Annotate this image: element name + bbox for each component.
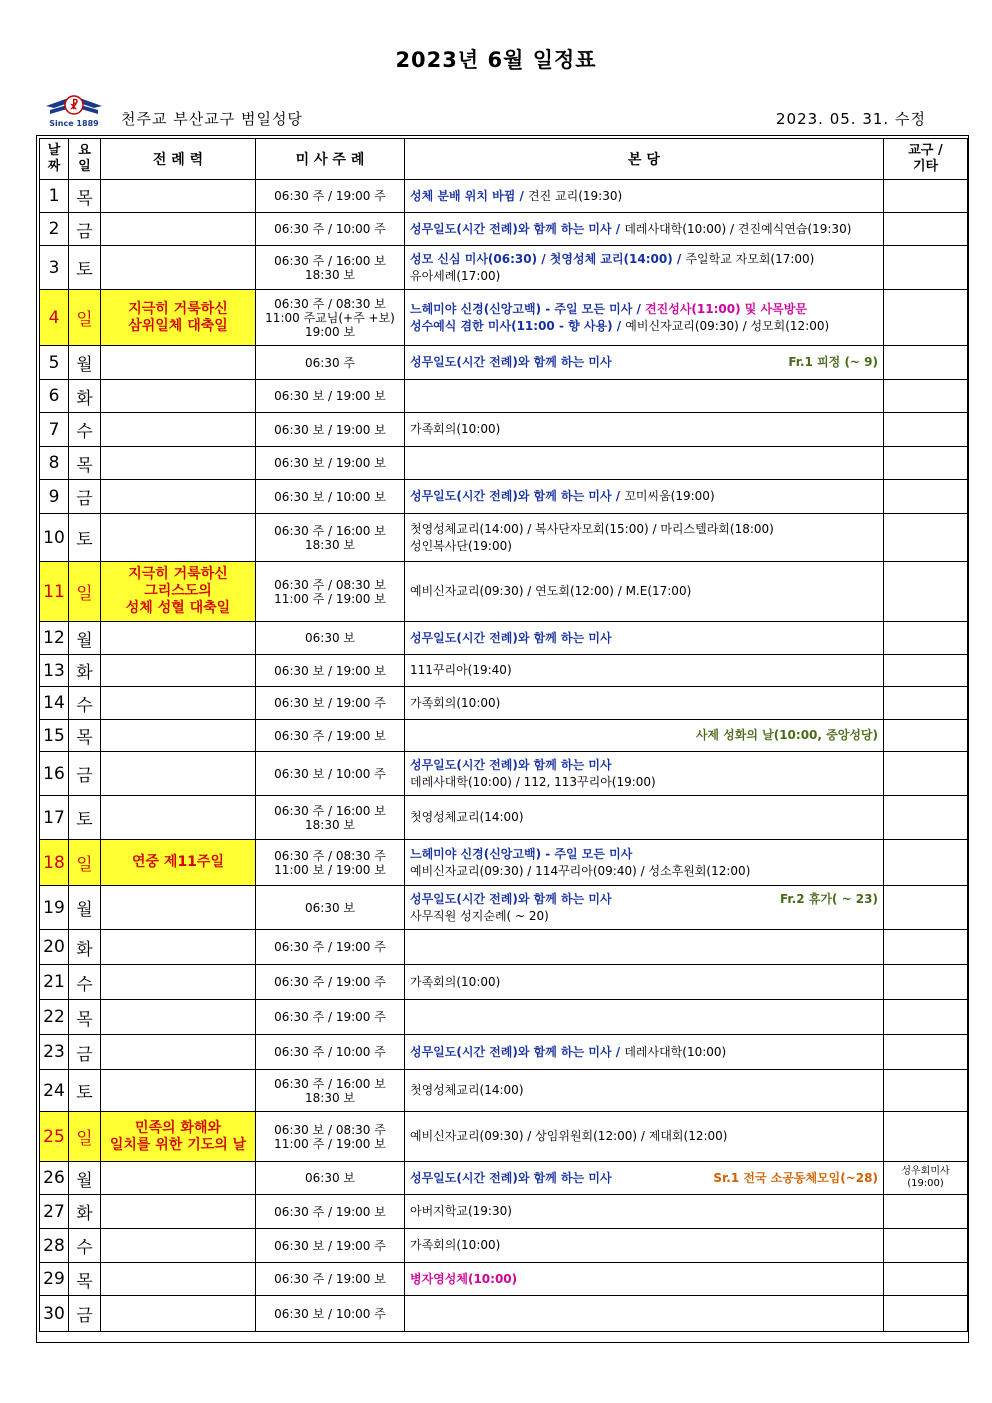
etc-cell: [884, 687, 968, 720]
main-event-cell: [405, 720, 884, 752]
day-cell: 17: [40, 796, 69, 840]
day-cell: 18: [40, 840, 69, 886]
weekday-cell: 목: [69, 180, 101, 213]
table-row: [40, 1195, 968, 1229]
mass-cell: 06:30 보 / 19:00 보: [256, 447, 405, 480]
weekday-cell: 일: [69, 562, 101, 622]
main-event-cell: [405, 1035, 884, 1070]
day-cell: 23: [40, 1035, 69, 1070]
table-row: [40, 213, 968, 246]
event-text: 가족회의(10:00): [410, 1238, 501, 1252]
event-text: 아버지학교(19:30): [410, 1204, 512, 1218]
header-main: 본 당: [405, 139, 884, 180]
event-text: 성체 분배 위치 바뀜 /: [410, 188, 529, 203]
etc-cell: [884, 447, 968, 480]
table-row: [40, 180, 968, 213]
liturgy-cell: [101, 1070, 256, 1112]
schedule-rows: [40, 180, 968, 1332]
day-cell: 27: [40, 1195, 69, 1229]
liturgy-cell: [101, 480, 256, 514]
weekday-cell: 금: [69, 1035, 101, 1070]
mass-cell: 06:30 주 / 19:00 보: [256, 1195, 405, 1229]
event-text: 사무직원 성지순례( ~ 20): [410, 908, 549, 923]
liturgy-cell: [101, 687, 256, 720]
liturgy-cell: [101, 930, 256, 965]
table-row: [40, 622, 968, 655]
main-event-cell: [405, 213, 884, 246]
etc-cell: [884, 752, 968, 796]
table-row: [40, 447, 968, 480]
diocese-emblem-icon: [44, 92, 104, 122]
schedule-table: [39, 138, 968, 1332]
event-text: 예비신자교리(09:30) / 연도회(12:00) / M.E(17:00): [410, 584, 692, 598]
etc-cell: [884, 655, 968, 687]
table-row: [40, 346, 968, 380]
day-cell: 6: [40, 380, 69, 413]
mass-cell: 06:30 주 / 08:30 보 11:00 주 / 19:00 보: [256, 562, 405, 622]
main-event-cell: [405, 346, 884, 380]
mass-cell: 06:30 주 / 16:00 보 18:30 보: [256, 514, 405, 562]
table-row: [40, 1035, 968, 1070]
weekday-cell: 일: [69, 840, 101, 886]
table-row: [40, 1070, 968, 1112]
etc-cell: [884, 1070, 968, 1112]
mass-cell: 06:30 주 / 08:30 주 11:00 보 / 19:00 보: [256, 840, 405, 886]
event-text: 성수예식 겸한 미사(11:00 - 향 사용) /: [410, 318, 626, 333]
logo-since-text: Since 1889: [49, 119, 99, 128]
mass-cell: 06:30 보 / 10:00 주: [256, 1296, 405, 1332]
day-cell: 16: [40, 752, 69, 796]
parish-name: 천주교 부산교구 범일성당: [121, 110, 303, 128]
weekday-cell: 토: [69, 1070, 101, 1112]
event-text: 견진 교리(19:30): [528, 188, 623, 203]
main-event-cell: [405, 1229, 884, 1263]
event-text: Fr.2 휴가( ~ 23): [780, 891, 878, 906]
header-day: 날 짜: [40, 139, 69, 180]
table-row: [40, 480, 968, 514]
table-row: [40, 1263, 968, 1296]
weekday-cell: 토: [69, 796, 101, 840]
liturgy-cell: 지극히 거룩하신 삼위일체 대축일: [101, 290, 256, 346]
event-text: Sr.1 전국 소공동체모임(~28): [713, 1170, 878, 1185]
liturgy-cell: [101, 1035, 256, 1070]
day-cell: 4: [40, 290, 69, 346]
liturgy-cell: [101, 447, 256, 480]
liturgy-cell: [101, 1000, 256, 1035]
liturgy-cell: 연중 제11주일: [101, 840, 256, 886]
liturgy-cell: 민족의 화해와 일치를 위한 기도의 날: [101, 1112, 256, 1162]
etc-cell: [884, 246, 968, 290]
table-row: [40, 796, 968, 840]
event-text: 성모 신심 미사(06:30) / 첫영성체 교리(14:00) /: [410, 251, 686, 266]
main-event-cell: [405, 840, 884, 886]
etc-cell: [884, 1112, 968, 1162]
day-cell: 22: [40, 1000, 69, 1035]
main-event-cell: [405, 380, 884, 413]
event-text: 느헤미야 신경(신앙고백) - 주일 모든 미사: [410, 846, 633, 861]
etc-cell: [884, 796, 968, 840]
event-text: 유아세례(17:00): [410, 268, 501, 283]
event-text: 성무일도(시간 전례)와 함께 하는 미사 /: [410, 489, 625, 503]
etc-cell: [884, 213, 968, 246]
day-cell: 24: [40, 1070, 69, 1112]
mass-cell: 06:30 보 / 19:00 주: [256, 1229, 405, 1263]
weekday-cell: 화: [69, 380, 101, 413]
mass-cell: 06:30 주: [256, 346, 405, 380]
mass-cell: 06:30 주 / 19:00 주: [256, 965, 405, 1000]
weekday-cell: 목: [69, 447, 101, 480]
etc-cell: [884, 562, 968, 622]
event-text: 주일학교 자모회(17:00): [685, 251, 815, 266]
main-event-cell: [405, 687, 884, 720]
day-cell: 5: [40, 346, 69, 380]
liturgy-cell: [101, 622, 256, 655]
main-event-cell: [405, 180, 884, 213]
liturgy-cell: [101, 1229, 256, 1263]
etc-cell: 성우회미사 (19:00): [884, 1162, 968, 1195]
weekday-cell: 화: [69, 655, 101, 687]
day-cell: 7: [40, 413, 69, 447]
mass-cell: 06:30 보 / 19:00 보: [256, 413, 405, 447]
etc-cell: [884, 180, 968, 213]
weekday-cell: 토: [69, 514, 101, 562]
liturgy-cell: 지극히 거룩하신 그리스도의 성체 성혈 대축일: [101, 562, 256, 622]
weekday-cell: 화: [69, 1195, 101, 1229]
day-cell: 3: [40, 246, 69, 290]
weekday-cell: 수: [69, 1229, 101, 1263]
etc-cell: [884, 622, 968, 655]
event-text: 성인복사단(19:00): [410, 538, 512, 553]
main-event-cell: [405, 655, 884, 687]
mass-cell: 06:30 보 / 10:00 보: [256, 480, 405, 514]
etc-cell: [884, 1263, 968, 1296]
header-row: [40, 139, 968, 180]
liturgy-cell: [101, 752, 256, 796]
event-text: 첫영성체교리(14:00) / 복사단자모회(15:00) / 마리스텔라회(18:00): [410, 521, 774, 536]
etc-cell: [884, 720, 968, 752]
table-row: [40, 246, 968, 290]
table-row: [40, 1296, 968, 1332]
main-event-cell: [405, 1000, 884, 1035]
etc-cell: [884, 480, 968, 514]
table-row: [40, 1000, 968, 1035]
etc-cell: [884, 514, 968, 562]
day-cell: 2: [40, 213, 69, 246]
weekday-cell: 수: [69, 413, 101, 447]
main-event-cell: [405, 480, 884, 514]
event-text: 예비신자교리(09:30) / 성모회(12:00): [625, 318, 830, 333]
parish-logo: [44, 92, 104, 130]
table-row: [40, 965, 968, 1000]
mass-cell: 06:30 보 / 08:30 주 11:00 주 / 19:00 보: [256, 1112, 405, 1162]
event-text: 111꾸리아(19:40): [410, 663, 512, 677]
weekday-cell: 일: [69, 290, 101, 346]
liturgy-cell: [101, 965, 256, 1000]
main-event-cell: [405, 290, 884, 346]
event-text: 꼬미씨움(19:00): [624, 489, 715, 503]
mass-cell: 06:30 주 / 19:00 보: [256, 720, 405, 752]
day-cell: 14: [40, 687, 69, 720]
event-text: 병자영성체(10:00): [410, 1271, 518, 1286]
day-cell: 13: [40, 655, 69, 687]
main-event-cell: [405, 930, 884, 965]
event-text: 느헤미야 신경(신앙고백) - 주일 모든 미사 /: [410, 301, 646, 316]
etc-cell: [884, 886, 968, 930]
liturgy-cell: [101, 1195, 256, 1229]
svg-text:☧: ☧: [69, 99, 79, 112]
weekday-cell: 월: [69, 1162, 101, 1195]
mass-cell: 06:30 주 / 10:00 주: [256, 213, 405, 246]
liturgy-cell: [101, 213, 256, 246]
event-text: 첫영성체교리(14:00): [410, 810, 524, 824]
table-row: [40, 1229, 968, 1263]
table-row: [40, 720, 968, 752]
main-event-cell: [405, 1195, 884, 1229]
table-row: [40, 687, 968, 720]
mass-cell: 06:30 주 / 16:00 보 18:30 보: [256, 796, 405, 840]
header-liturgy: 전 례 력: [101, 139, 256, 180]
event-text: 가족회의(10:00): [410, 974, 501, 989]
table-row: [40, 1112, 968, 1162]
liturgy-cell: [101, 1263, 256, 1296]
mass-cell: 06:30 보 / 19:00 주: [256, 687, 405, 720]
liturgy-cell: [101, 720, 256, 752]
header-etc: 교구 / 기타: [884, 139, 968, 180]
etc-cell: [884, 1229, 968, 1263]
mass-cell: 06:30 보: [256, 886, 405, 930]
liturgy-cell: [101, 1296, 256, 1332]
main-event-cell: [405, 886, 884, 930]
mass-cell: 06:30 주 / 16:00 보 18:30 보: [256, 1070, 405, 1112]
page-title: 2023년 6월 일정표: [395, 48, 597, 72]
day-cell: 20: [40, 930, 69, 965]
day-cell: 9: [40, 480, 69, 514]
table-row: [40, 1162, 968, 1195]
event-text: 예비신자교리(09:30) / 114꾸리아(09:40) / 성소후원회(12:00): [410, 863, 751, 878]
main-event-cell: [405, 447, 884, 480]
day-cell: 29: [40, 1263, 69, 1296]
etc-cell: [884, 965, 968, 1000]
revision-date: 2023. 05. 31. 수정: [776, 110, 926, 128]
table-row: [40, 930, 968, 965]
mass-cell: 06:30 주 / 19:00 보: [256, 1263, 405, 1296]
liturgy-cell: [101, 886, 256, 930]
day-cell: 25: [40, 1112, 69, 1162]
etc-cell: [884, 1296, 968, 1332]
etc-cell: [884, 1000, 968, 1035]
event-text: 가족회의(10:00): [410, 695, 501, 710]
main-event-cell: [405, 1112, 884, 1162]
main-event-cell: [405, 514, 884, 562]
main-event-cell: [405, 562, 884, 622]
mass-cell: 06:30 보: [256, 1162, 405, 1195]
weekday-cell: 월: [69, 886, 101, 930]
event-text: 성무일도(시간 전례)와 함께 하는 미사: [410, 630, 612, 645]
event-text: Fr.1 피정 (~ 9): [788, 355, 878, 369]
liturgy-cell: [101, 655, 256, 687]
etc-cell: [884, 840, 968, 886]
day-cell: 15: [40, 720, 69, 752]
day-cell: 11: [40, 562, 69, 622]
event-text: 성무일도(시간 전례)와 함께 하는 미사: [410, 355, 612, 369]
main-event-cell: [405, 1263, 884, 1296]
liturgy-cell: [101, 246, 256, 290]
etc-cell: [884, 346, 968, 380]
etc-cell: [884, 930, 968, 965]
mass-cell: 06:30 주 / 10:00 주: [256, 1035, 405, 1070]
etc-cell: [884, 290, 968, 346]
liturgy-cell: [101, 514, 256, 562]
day-cell: 26: [40, 1162, 69, 1195]
main-event-cell: [405, 796, 884, 840]
event-text: 견진성사(11:00) 및 사목방문: [645, 301, 807, 316]
main-event-cell: [405, 965, 884, 1000]
table-row: [40, 886, 968, 930]
main-event-cell: [405, 1070, 884, 1112]
event-text: 데레사대학(10:00) / 112, 113꾸리아(19:00): [410, 774, 656, 789]
mass-cell: 06:30 보 / 19:00 보: [256, 380, 405, 413]
main-event-cell: [405, 1162, 884, 1195]
table-row: [40, 752, 968, 796]
main-event-cell: [405, 413, 884, 447]
day-cell: 28: [40, 1229, 69, 1263]
etc-cell: [884, 380, 968, 413]
event-text: 성무일도(시간 전례)와 함께 하는 미사: [410, 891, 612, 906]
etc-cell: [884, 1195, 968, 1229]
event-text: 성무일도(시간 전례)와 함께 하는 미사 /: [410, 1044, 625, 1059]
main-event-cell: [405, 1296, 884, 1332]
day-cell: 21: [40, 965, 69, 1000]
table-row: [40, 380, 968, 413]
event-text: 데레사대학(10:00) / 견진예식연습(19:30): [624, 221, 852, 236]
weekday-cell: 목: [69, 1263, 101, 1296]
day-cell: 8: [40, 447, 69, 480]
mass-cell: 06:30 보: [256, 622, 405, 655]
etc-cell: [884, 1035, 968, 1070]
mass-cell: 06:30 주 / 08:30 보 11:00 주교님(+주 +보) 19:00 보: [256, 290, 405, 346]
weekday-cell: 토: [69, 246, 101, 290]
event-text: 성무일도(시간 전례)와 함께 하는 미사: [410, 757, 612, 772]
table-row: [40, 840, 968, 886]
main-event-cell: [405, 622, 884, 655]
event-text: 예비신자교리(09:30) / 상임위원회(12:00) / 제대회(12:00): [410, 1129, 728, 1143]
weekday-cell: 화: [69, 930, 101, 965]
event-text: 사제 성화의 날(10:00, 중앙성당): [695, 728, 878, 742]
liturgy-cell: [101, 180, 256, 213]
table-row: [40, 290, 968, 346]
weekday-cell: 수: [69, 687, 101, 720]
table-row: [40, 514, 968, 562]
weekday-cell: 금: [69, 1296, 101, 1332]
day-cell: 30: [40, 1296, 69, 1332]
event-text: 데레사대학(10:00): [624, 1044, 727, 1059]
main-event-cell: [405, 752, 884, 796]
weekday-cell: 금: [69, 480, 101, 514]
liturgy-cell: [101, 796, 256, 840]
day-cell: 19: [40, 886, 69, 930]
day-cell: 1: [40, 180, 69, 213]
main-event-cell: [405, 246, 884, 290]
header-weekday: 요 일: [69, 139, 101, 180]
mass-cell: 06:30 보 / 19:00 보: [256, 655, 405, 687]
header-mass: 미 사 주 례: [256, 139, 405, 180]
mass-cell: 06:30 주 / 19:00 주: [256, 930, 405, 965]
day-cell: 12: [40, 622, 69, 655]
weekday-cell: 월: [69, 346, 101, 380]
table-row: [40, 562, 968, 622]
event-text: 첫영성체교리(14:00): [410, 1083, 524, 1097]
weekday-cell: 금: [69, 213, 101, 246]
liturgy-cell: [101, 346, 256, 380]
event-text: 성무일도(시간 전례)와 함께 하는 미사: [410, 1170, 612, 1185]
event-text: 성무일도(시간 전례)와 함께 하는 미사 /: [410, 221, 625, 236]
mass-cell: 06:30 주 / 19:00 주: [256, 1000, 405, 1035]
table-row: [40, 655, 968, 687]
liturgy-cell: [101, 413, 256, 447]
mass-cell: 06:30 보 / 10:00 주: [256, 752, 405, 796]
weekday-cell: 월: [69, 622, 101, 655]
liturgy-cell: [101, 1162, 256, 1195]
weekday-cell: 수: [69, 965, 101, 1000]
weekday-cell: 목: [69, 1000, 101, 1035]
weekday-cell: 일: [69, 1112, 101, 1162]
liturgy-cell: [101, 380, 256, 413]
weekday-cell: 금: [69, 752, 101, 796]
table-row: [40, 413, 968, 447]
etc-cell: [884, 413, 968, 447]
mass-cell: 06:30 주 / 19:00 주: [256, 180, 405, 213]
day-cell: 10: [40, 514, 69, 562]
weekday-cell: 목: [69, 720, 101, 752]
event-text: 가족회의(10:00): [410, 422, 501, 436]
mass-cell: 06:30 주 / 16:00 보 18:30 보: [256, 246, 405, 290]
